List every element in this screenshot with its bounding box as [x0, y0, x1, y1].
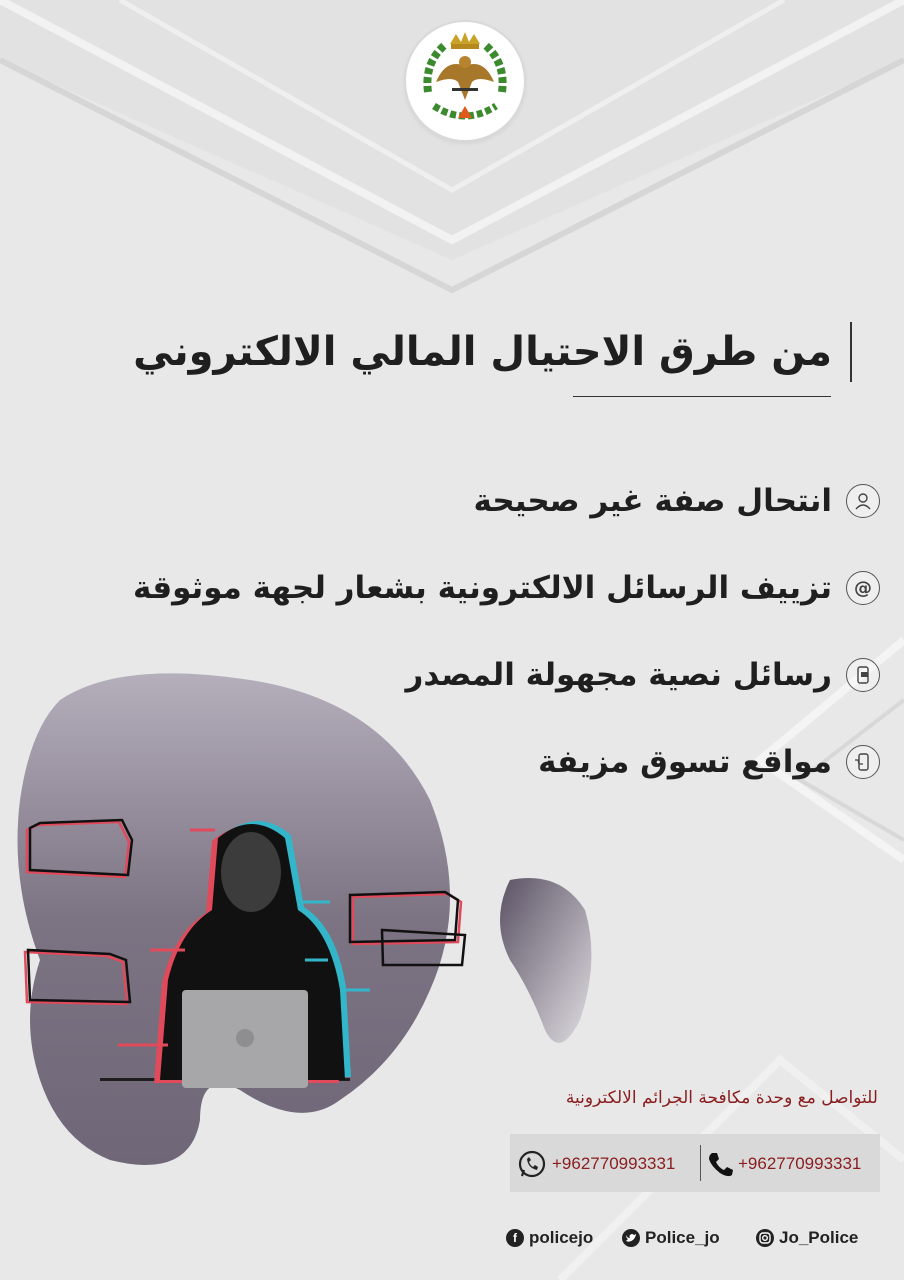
twitter-handle: Police_jo [645, 1228, 720, 1247]
instagram-icon [756, 1229, 774, 1247]
shopping-phone-icon [846, 745, 880, 779]
list-item-label: تزييف الرسائل الالكترونية بشعار لجهة موثوقة [133, 570, 832, 606]
person-icon [846, 484, 880, 518]
list-item [60, 476, 880, 526]
facebook-link[interactable] [506, 1226, 593, 1250]
whatsapp-icon [516, 1149, 548, 1179]
phone-icon [706, 1150, 734, 1178]
phone-divider [700, 1145, 701, 1181]
whatsapp-contact[interactable] [516, 1149, 675, 1179]
instagram-handle: Jo_Police [779, 1228, 859, 1247]
police-emblem-logo [406, 22, 524, 140]
instagram-link[interactable] [756, 1226, 858, 1250]
twitter-link[interactable] [622, 1226, 720, 1250]
hacker-illustration [0, 660, 620, 1180]
title-underline [573, 396, 831, 397]
page-title: من طرق الاحتيال المالي الالكتروني [133, 322, 852, 382]
phone-bar [510, 1134, 880, 1192]
at-icon: @ [846, 571, 880, 605]
list-item-label: انتحال صفة غير صحيحة [473, 483, 832, 519]
list-item [60, 563, 880, 613]
facebook-icon: f [506, 1229, 524, 1247]
facebook-handle: policejo [529, 1228, 594, 1247]
contact-title: للتواصل مع وحدة مكافحة الجرائم الالكترونية [565, 1088, 878, 1108]
twitter-icon [622, 1229, 640, 1247]
list-item-label: رسائل نصية مجهولة المصدر [405, 657, 832, 693]
list-item-label: مواقع تسوق مزيفة [538, 744, 832, 780]
whatsapp-number: +962770993331 [552, 1154, 676, 1173]
phone-contact[interactable] [706, 1149, 861, 1179]
phone-number: +962770993331 [738, 1154, 862, 1173]
sms-icon [846, 658, 880, 692]
